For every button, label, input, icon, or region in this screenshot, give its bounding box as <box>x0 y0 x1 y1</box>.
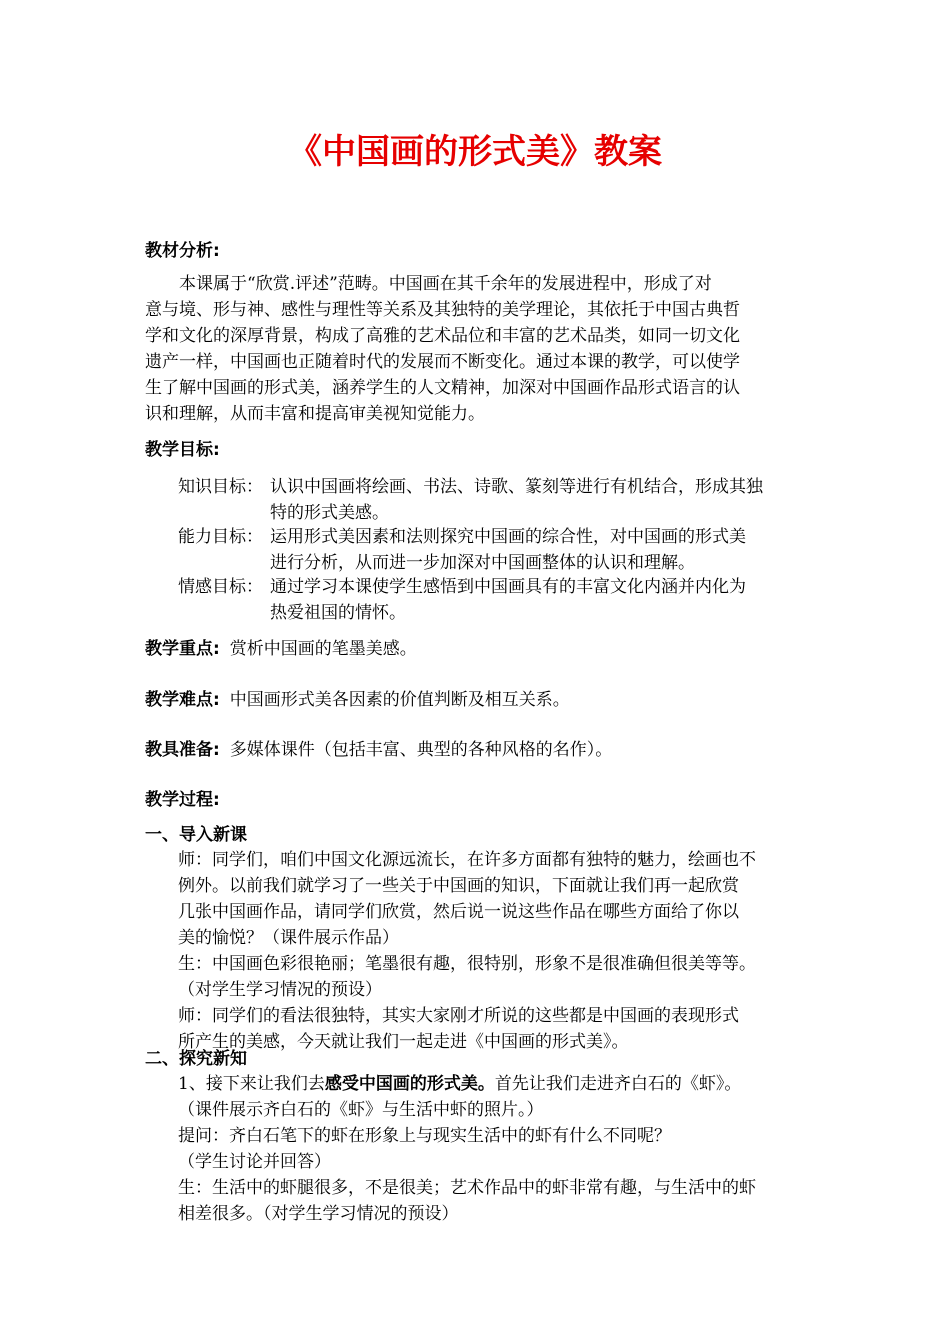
goal-line: 进行分析，从而进一步加深对中国画整体的认识和理解。 <box>270 553 695 573</box>
document-title: 《中国画的形式美》教案 <box>288 132 662 172</box>
section-explore-heading: 二、探究新知 <box>145 1049 247 1069</box>
emphasis-text: 感受中国画的形式美。 <box>324 1074 495 1094</box>
tools-value: 多媒体课件（包括丰富、典型的各种风格的名作）。 <box>229 740 613 760</box>
goal-line: 热爱祖国的情怀。 <box>270 603 406 623</box>
goal-line: 认识中国画将绘画、书法、诗歌、篆刻等进行有机结合，形成其独 <box>270 477 763 497</box>
teaching-goals-heading: 教学目标: <box>145 440 220 460</box>
goal-ability <box>178 524 810 576</box>
paragraph-line: 相差很多。（对学生学习情况的预设） <box>178 1204 459 1224</box>
key-point-label: 教学重点: <box>145 639 220 659</box>
paragraph-line: 所产生的美感，今天就让我们一起走进《中国画的形式美》。 <box>178 1032 629 1052</box>
paragraph-line: 遗产一样，中国画也正随着时代的发展而不断变化。通过本课的教学，可以使学 <box>145 352 740 372</box>
goal-label: 知识目标： <box>178 477 263 497</box>
paragraph-line: 生：生活中的虾腿很多，不是很美；艺术作品中的虾非常有趣，与生活中的虾 <box>178 1178 756 1198</box>
difficulty-label: 教学难点: <box>145 690 220 710</box>
goal-knowledge <box>178 474 810 526</box>
line-suffix: 首先让我们走进齐白石的《虾》。 <box>494 1074 742 1094</box>
goal-emotion <box>178 574 810 626</box>
goal-text <box>270 474 810 526</box>
paragraph-line: 本课属于“欣赏.评述”范畴。中国画在其千余年的发展进程中，形成了对 <box>179 274 712 294</box>
paragraph-line: 美的愉悦？（课件展示作品） <box>178 928 399 948</box>
goal-text <box>270 574 810 626</box>
goal-line: 通过学习本课使学生感悟到中国画具有的丰富文化内涵并内化为 <box>270 577 746 597</box>
goal-text <box>270 524 810 576</box>
difficulty-row <box>145 687 570 713</box>
paragraph-line: 意与境、形与神、感性与理性等关系及其独特的美学理论，其依托于中国古典哲 <box>145 300 740 320</box>
tools-row <box>145 737 612 763</box>
difficulty-value: 中国画形式美各因素的价值判断及相互关系。 <box>229 690 570 710</box>
paragraph-line: 生了解中国画的形式美，涵养学生的人文精神，加深对中国画作品形式语言的认 <box>145 378 740 398</box>
section-explore-body <box>178 1071 818 1227</box>
paragraph-line: （课件展示齐白石的《虾》与生活中虾的照片。） <box>178 1100 544 1120</box>
key-point-value: 赏析中国画的笔墨美感。 <box>229 639 417 659</box>
section-intro-body <box>178 847 818 1055</box>
textbook-analysis-heading: 教材分析: <box>145 241 220 261</box>
section-intro-heading: 一、导入新课 <box>145 825 247 845</box>
paragraph-line: 提问：齐白石笔下的虾在形象上与现实生活中的虾有什么不同呢？ <box>178 1126 671 1146</box>
paragraph-line <box>178 1071 818 1097</box>
teaching-process-heading: 教学过程: <box>145 790 220 810</box>
paragraph-line: 生：中国画色彩很艳丽；笔墨很有趣，很特别，形象不是很准确但很美等等。 <box>178 954 756 974</box>
paragraph-line: 几张中国画作品，请同学们欣赏，然后说一说这些作品在哪些方面给了你以 <box>178 902 739 922</box>
goal-label: 能力目标： <box>178 527 263 547</box>
paragraph-line: 例外。以前我们就学习了一些关于中国画的知识，下面就让我们再一起欣赏 <box>178 876 739 896</box>
paragraph-line: 师：同学们的看法很独特，其实大家刚才所说的这些都是中国画的表现形式 <box>178 1006 739 1026</box>
goal-label: 情感目标： <box>178 577 263 597</box>
line-prefix: 1、接下来让我们去 <box>178 1074 325 1094</box>
paragraph-line: 师：同学们，咱们中国文化源远流长，在许多方面都有独特的魅力，绘画也不 <box>178 850 756 870</box>
paragraph-line: 识和理解，从而丰富和提高审美视知觉能力。 <box>145 404 485 424</box>
paragraph-line: （对学生学习情况的预设） <box>178 980 382 1000</box>
tools-label: 教具准备: <box>145 740 220 760</box>
key-point-row <box>145 636 417 662</box>
goal-line: 特的形式美感。 <box>270 503 389 523</box>
paragraph-line: 学和文化的深厚背景，构成了高雅的艺术品位和丰富的艺术品类，如同一切文化 <box>145 326 740 346</box>
paragraph-line: （学生讨论并回答） <box>178 1152 331 1172</box>
textbook-analysis-paragraph <box>145 271 810 427</box>
goal-line: 运用形式美因素和法则探究中国画的综合性，对中国画的形式美 <box>270 527 746 547</box>
